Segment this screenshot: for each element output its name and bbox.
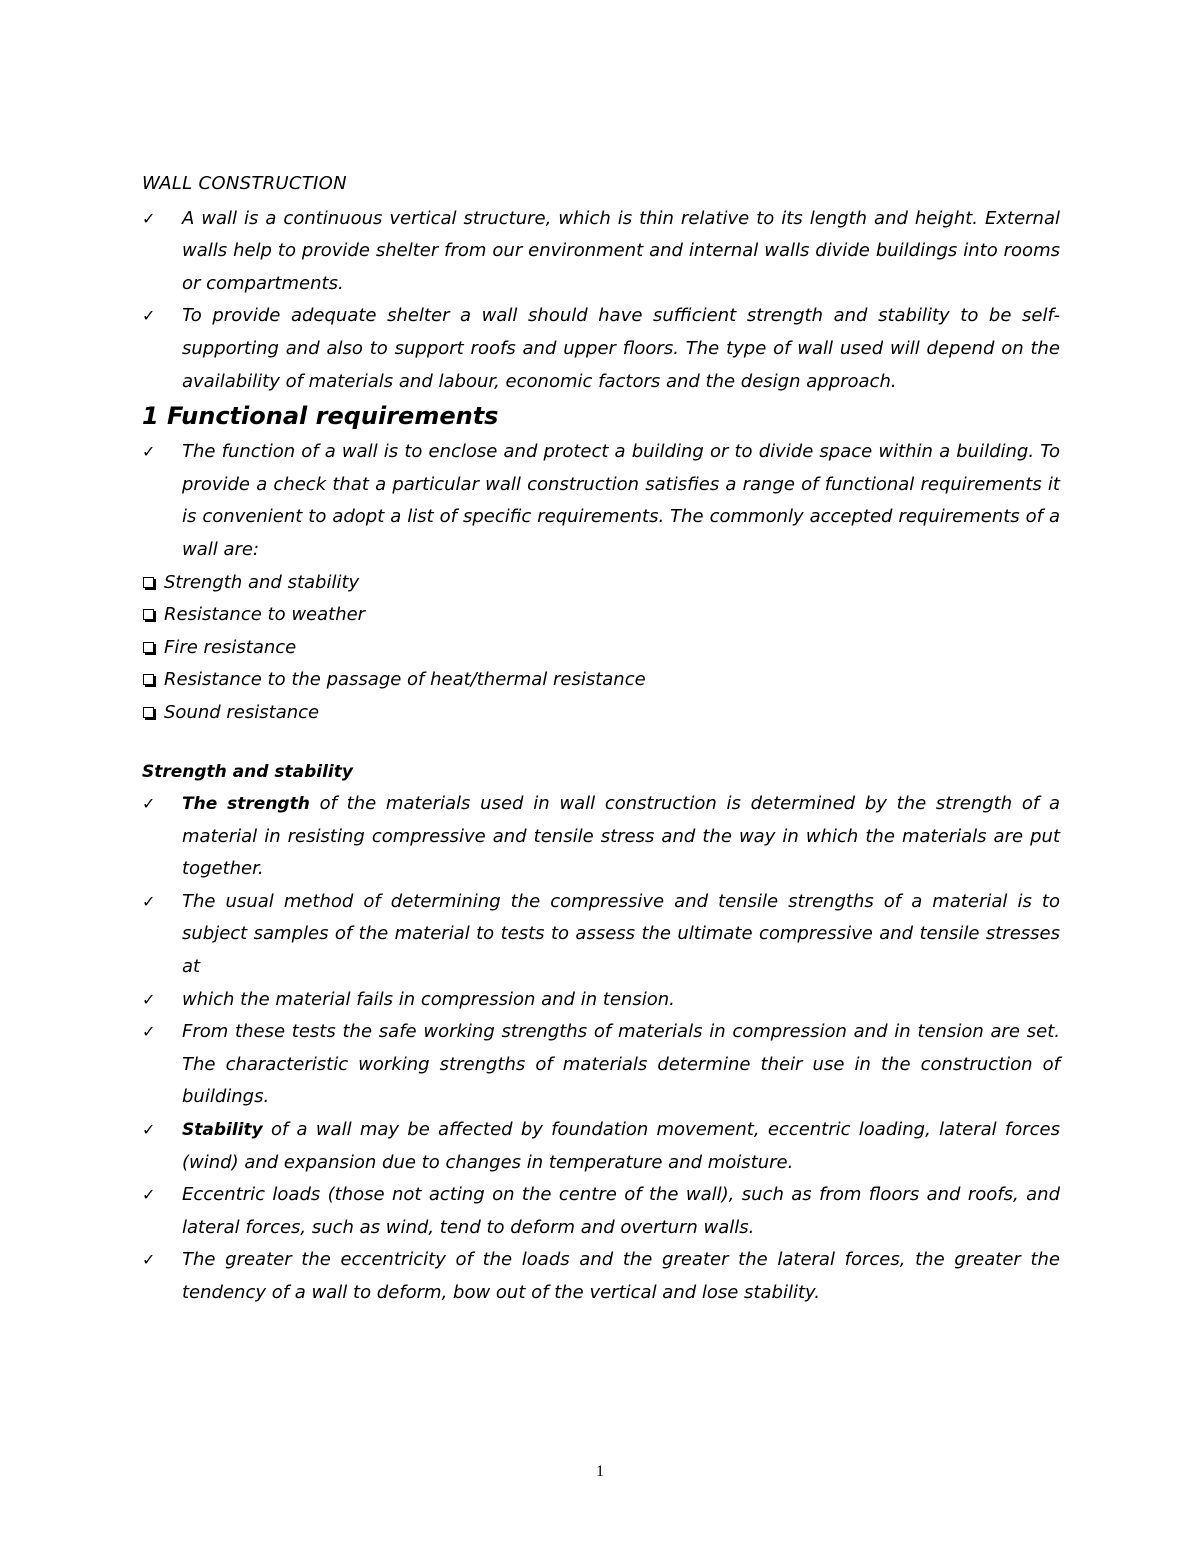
page-number: 1 (596, 1463, 604, 1480)
bullet-text: The greater the eccentricity of the loads and the greater the lateral forces, the greater the tendency of a wall to deform, bow out of the vertical and lose stability. (182, 1249, 1060, 1303)
bullet-text: of a wall may be affected by foundation movement, eccentric loading, lateral forces (wind) and expansion due to changes in temperature and moisture. (182, 1119, 1060, 1173)
checkmark-icon: ✓ (142, 989, 156, 1009)
bullet-text: To provide adequate shelter a wall should have sufficient strength and stability to be self-supporting and also to support roofs and upper floors. The type of wall used will depend on the availability of materials and labour, economic factors and the design approach. (182, 305, 1060, 392)
checkmark-icon: ✓ (142, 1185, 156, 1205)
square-bullet-icon (143, 674, 154, 685)
list-item (142, 436, 1060, 566)
bullet-lead: The strength (182, 794, 310, 815)
list-item (142, 1114, 1060, 1179)
square-bullet-icon (143, 642, 154, 653)
bullet-text: The usual method of determining the compressive and tensile strengths of a material is to subject samples of the material to tests to assess the ultimate compressive and tensile stresses at (182, 890, 1060, 978)
list-item (142, 788, 1060, 886)
subheading-strength-and-stability: Strength and stability (142, 761, 353, 782)
bullet-text: A wall is a continuous vertical structure, which is thin relative to its length and height. External walls help to provide shelter from our environment and internal walls divide buildings into rooms or compartments. (182, 207, 1060, 294)
list-item (142, 599, 1060, 632)
checkmark-icon: ✓ (142, 208, 156, 228)
list-item (142, 697, 1060, 730)
checkmark-icon: ✓ (142, 1120, 156, 1140)
checkmark-icon: ✓ (142, 794, 156, 814)
checkmark-icon: ✓ (142, 442, 156, 462)
checkmark-icon: ✓ (142, 1022, 156, 1042)
strength-bullet-list (142, 788, 1060, 1310)
list-item (142, 203, 1060, 301)
requirement-text: Fire resistance (164, 636, 297, 658)
list-item (142, 1244, 1060, 1309)
bullet-text: which the material fails in compression and in tension. (182, 988, 675, 1010)
checkmark-icon: ✓ (142, 891, 156, 911)
list-item (142, 886, 1060, 984)
requirement-text: Sound resistance (164, 701, 320, 723)
requirements-list (142, 567, 1060, 730)
list-item (142, 632, 1060, 665)
list-item (142, 984, 1060, 1017)
intro-bullet-list (142, 203, 1060, 399)
list-item (142, 1179, 1060, 1244)
list-item (142, 300, 1060, 398)
square-bullet-icon (143, 577, 154, 588)
bullet-text: of the materials used in wall construction is determined by the strength of a material in resisting compressive and tensile stress and the way in which the materials are put together. (182, 793, 1060, 880)
bullet-text: The function of a wall is to enclose and protect a building or to divide space within a building. To provide a check that a particular wall construction satisfies a range of functional requirements it is convenient to adopt a list of specific requirements. The commonly accepted requirements of a wall are: (182, 441, 1060, 560)
document-title: WALL CONSTRUCTION (142, 173, 347, 194)
functional-bullet-list (142, 436, 1060, 566)
checkmark-icon: ✓ (142, 306, 156, 326)
requirement-text: Strength and stability (164, 571, 360, 593)
square-bullet-icon (143, 707, 154, 718)
page-content (142, 168, 1060, 1310)
requirement-text: Resistance to the passage of heat/thermal resistance (164, 669, 646, 691)
checkmark-icon: ✓ (142, 1250, 156, 1270)
list-item (142, 664, 1060, 697)
list-item (142, 567, 1060, 600)
square-bullet-icon (143, 609, 154, 620)
list-item (142, 1016, 1060, 1114)
bullet-lead: Stability (182, 1120, 263, 1141)
section-heading-functional-requirements: 1 Functional requirements (142, 402, 499, 431)
requirement-text: Resistance to weather (164, 604, 366, 626)
bullet-text: Eccentric loads (those not acting on the centre of the wall), such as from floors and roofs, and lateral forces, such as wind, tend to deform and overturn walls. (182, 1184, 1060, 1238)
bullet-text: From these tests the safe working strengths of materials in compression and in tension are set. The characteristic working strengths of materials determine their use in the construction of buildings. (182, 1021, 1060, 1108)
